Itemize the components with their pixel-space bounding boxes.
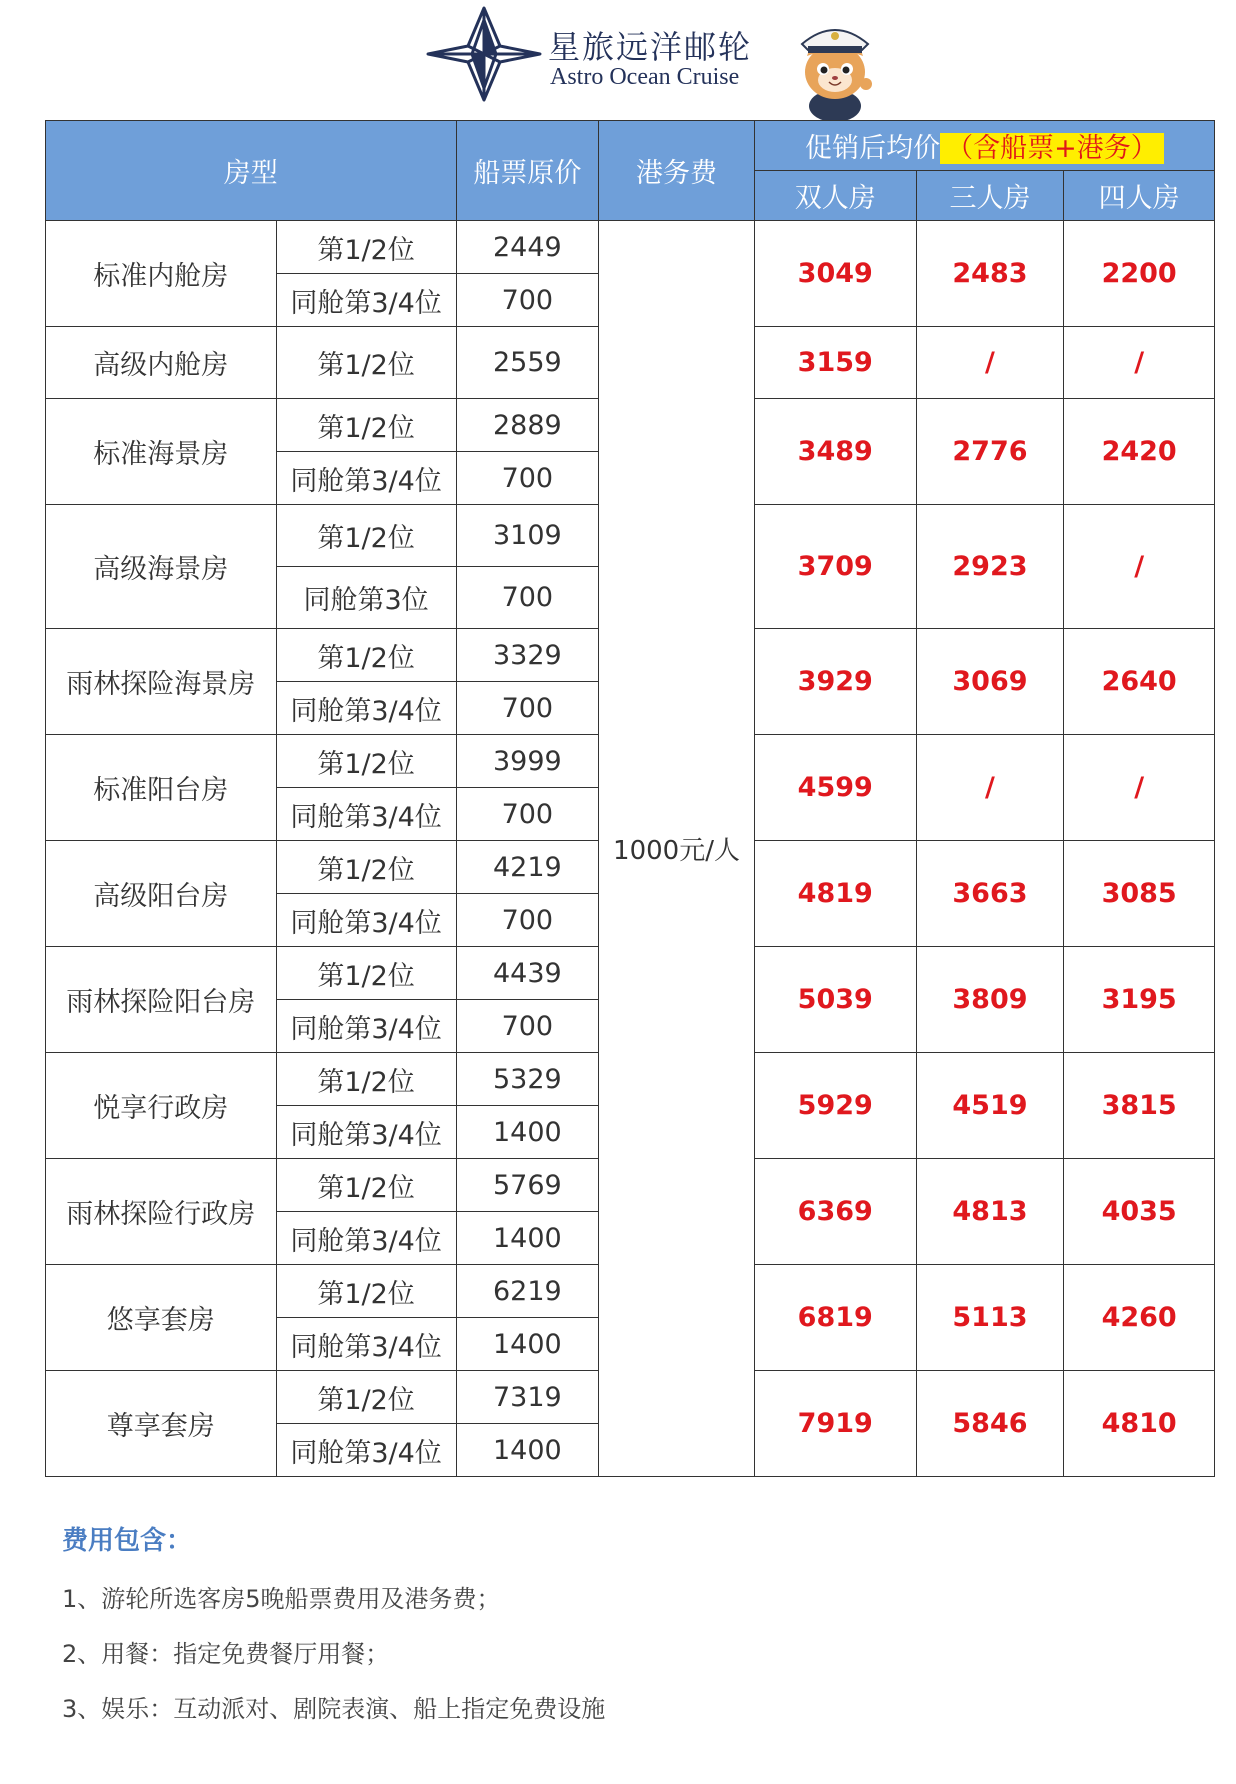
promo-price-double: 4819 [754, 841, 916, 947]
original-price: 700 [456, 788, 599, 841]
promo-price-double: 5039 [754, 947, 916, 1053]
original-price: 1400 [456, 1424, 599, 1477]
promo-price-double: 3709 [754, 505, 916, 629]
brand-logo [426, 6, 753, 102]
berth-position: 第1/2位 [276, 629, 456, 682]
fee-includes-item: 1、游轮所选客房5晚船票费用及港务费； [62, 1585, 501, 1613]
promo-price-double: 5929 [754, 1053, 916, 1159]
room-type-name: 雨林探险行政房 [46, 1159, 277, 1265]
header-original-price: 船票原价 [456, 121, 599, 221]
original-price: 700 [456, 567, 599, 629]
promo-price-double: 3159 [754, 327, 916, 399]
room-type-name: 标准内舱房 [46, 221, 277, 327]
promo-price-quad: 2200 [1064, 221, 1215, 327]
brand-name-en: Astro Ocean Cruise [550, 64, 740, 90]
berth-position: 第1/2位 [276, 1159, 456, 1212]
berth-position: 同舱第3/4位 [276, 274, 456, 327]
berth-position: 第1/2位 [276, 399, 456, 452]
berth-position: 第1/2位 [276, 505, 456, 567]
berth-position: 同舱第3/4位 [276, 894, 456, 947]
original-price: 700 [456, 452, 599, 505]
room-type-name: 高级内舱房 [46, 327, 277, 399]
room-type-name: 高级阳台房 [46, 841, 277, 947]
promo-price-triple: 5113 [916, 1265, 1064, 1371]
berth-position: 第1/2位 [276, 327, 456, 399]
berth-position: 同舱第3/4位 [276, 682, 456, 735]
promo-price-triple: / [916, 327, 1064, 399]
berth-position: 同舱第3位 [276, 567, 456, 629]
promo-price-quad: 3815 [1064, 1053, 1215, 1159]
promo-price-double: 7919 [754, 1371, 916, 1477]
header-room-type: 房型 [46, 121, 457, 221]
berth-position: 第1/2位 [276, 221, 456, 274]
promo-price-triple: 2923 [916, 505, 1064, 629]
original-price: 700 [456, 682, 599, 735]
promo-price-triple: 2776 [916, 399, 1064, 505]
header-port-fee: 港务费 [599, 121, 755, 221]
price-table [45, 120, 1215, 1477]
original-price: 2889 [456, 399, 599, 452]
promo-price-quad: / [1064, 735, 1215, 841]
original-price: 2449 [456, 221, 599, 274]
room-type-name: 雨林探险阳台房 [46, 947, 277, 1053]
berth-position: 第1/2位 [276, 1265, 456, 1318]
berth-position: 同舱第3/4位 [276, 788, 456, 841]
promo-price-triple: 3069 [916, 629, 1064, 735]
promo-price-quad: 4260 [1064, 1265, 1215, 1371]
berth-position: 同舱第3/4位 [276, 1106, 456, 1159]
promo-price-quad: 2420 [1064, 399, 1215, 505]
original-price: 7319 [456, 1371, 599, 1424]
promo-price-triple: 4519 [916, 1053, 1064, 1159]
header-quad: 四人房 [1064, 171, 1215, 221]
table-row [46, 221, 1215, 274]
berth-position: 同舱第3/4位 [276, 1212, 456, 1265]
promo-price-triple: 2483 [916, 221, 1064, 327]
berth-position: 第1/2位 [276, 947, 456, 1000]
original-price: 700 [456, 894, 599, 947]
promo-price-triple: 3809 [916, 947, 1064, 1053]
original-price: 6219 [456, 1265, 599, 1318]
room-type-name: 雨林探险海景房 [46, 629, 277, 735]
original-price: 4219 [456, 841, 599, 894]
compass-star-icon [426, 6, 542, 102]
brand-name-cn: 星旅远洋邮轮 [548, 28, 753, 66]
promo-price-triple: 4813 [916, 1159, 1064, 1265]
header-triple: 三人房 [916, 171, 1064, 221]
cat-captain-mascot-icon [792, 14, 878, 124]
room-type-name: 尊享套房 [46, 1371, 277, 1477]
promo-price-triple: / [916, 735, 1064, 841]
original-price: 1400 [456, 1106, 599, 1159]
promo-price-quad: 4810 [1064, 1371, 1215, 1477]
berth-position: 第1/2位 [276, 841, 456, 894]
promo-price-triple: 5846 [916, 1371, 1064, 1477]
promo-price-double: 6819 [754, 1265, 916, 1371]
fee-includes-item: 2、用餐：指定免费餐厅用餐； [62, 1640, 390, 1668]
promo-price-double: 3049 [754, 221, 916, 327]
fee-includes-title: 费用包含： [62, 1526, 193, 1556]
room-type-name: 标准阳台房 [46, 735, 277, 841]
berth-position: 第1/2位 [276, 1371, 456, 1424]
promo-price-quad: 3085 [1064, 841, 1215, 947]
original-price: 1400 [456, 1318, 599, 1371]
original-price: 2559 [456, 327, 599, 399]
promo-price-double: 3489 [754, 399, 916, 505]
berth-position: 同舱第3/4位 [276, 1424, 456, 1477]
berth-position: 第1/2位 [276, 1053, 456, 1106]
header-promo-highlight: （含船票+港务） [940, 133, 1164, 164]
original-price: 700 [456, 1000, 599, 1053]
room-type-name: 标准海景房 [46, 399, 277, 505]
header-promo-price [754, 121, 1214, 171]
promo-price-quad: 2640 [1064, 629, 1215, 735]
header-promo-prefix: 促销后均价 [805, 133, 941, 164]
header [0, 0, 1236, 120]
fee-includes-section [62, 1520, 605, 1744]
room-type-name: 高级海景房 [46, 505, 277, 629]
original-price: 4439 [456, 947, 599, 1000]
promo-price-quad: / [1064, 327, 1215, 399]
header-double: 双人房 [754, 171, 916, 221]
promo-price-triple: 3663 [916, 841, 1064, 947]
original-price: 5769 [456, 1159, 599, 1212]
berth-position: 第1/2位 [276, 735, 456, 788]
berth-position: 同舱第3/4位 [276, 1318, 456, 1371]
berth-position: 同舱第3/4位 [276, 452, 456, 505]
promo-price-quad: 4035 [1064, 1159, 1215, 1265]
fee-includes-item: 3、娱乐：互动派对、剧院表演、船上指定免费设施 [62, 1695, 606, 1723]
original-price: 700 [456, 274, 599, 327]
room-type-name: 悦享行政房 [46, 1053, 277, 1159]
original-price: 3999 [456, 735, 599, 788]
room-type-name: 悠享套房 [46, 1265, 277, 1371]
promo-price-double: 3929 [754, 629, 916, 735]
promo-price-double: 6369 [754, 1159, 916, 1265]
promo-price-quad: 3195 [1064, 947, 1215, 1053]
promo-price-double: 4599 [754, 735, 916, 841]
berth-position: 同舱第3/4位 [276, 1000, 456, 1053]
original-price: 5329 [456, 1053, 599, 1106]
original-price: 3329 [456, 629, 599, 682]
promo-price-quad: / [1064, 505, 1215, 629]
port-fee-value: 1000元/人 [599, 221, 755, 1477]
original-price: 3109 [456, 505, 599, 567]
original-price: 1400 [456, 1212, 599, 1265]
